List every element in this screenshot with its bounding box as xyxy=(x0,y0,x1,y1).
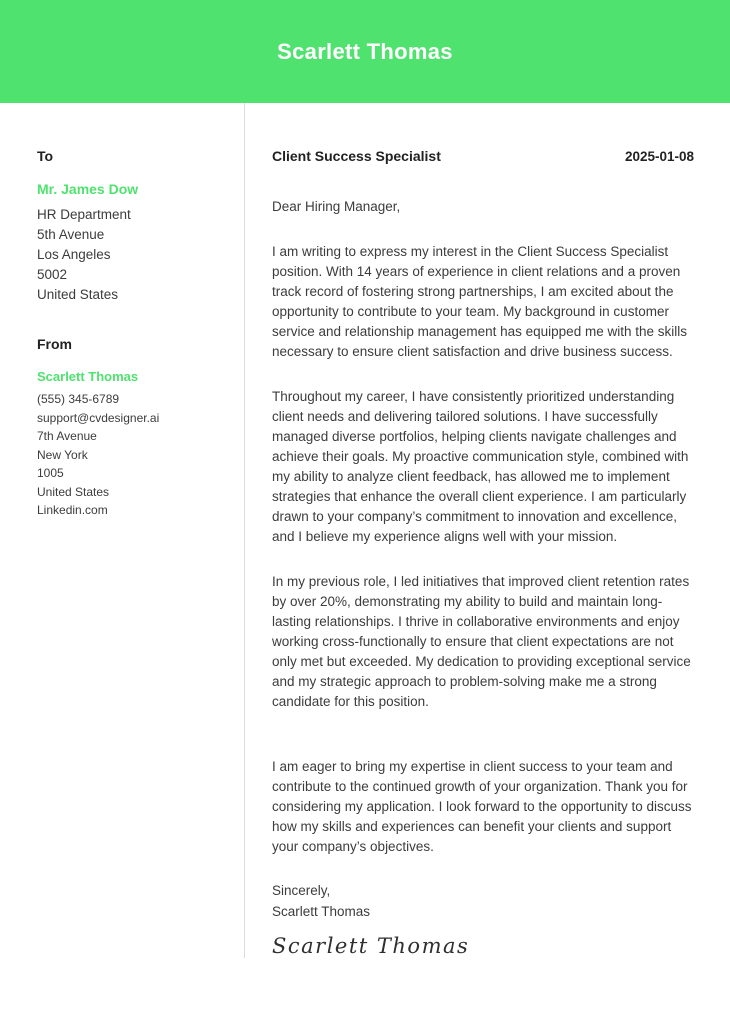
content-columns xyxy=(0,103,730,958)
sender-linkedin: Linkedin.com xyxy=(37,503,108,517)
recipient-department: HR Department xyxy=(37,207,131,222)
handwritten-signature: Scarlett Thomas xyxy=(272,934,470,958)
letter-paragraph-3: In my previous role, I led initiatives that improved client retention rates by over 20%, demonstrating my ability to build and maintain long-lasting relationships. I thrive in collaborative environments and enjoy working cross-functionally to ensure that client expectations are not only met but exceeded. My dedication to providing exceptional service and my strategic approach to problem-solving make me a strong candidate for this position. xyxy=(272,574,691,709)
letter-header-row xyxy=(272,148,694,164)
recipient-city: Los Angeles xyxy=(37,247,111,262)
sender-block xyxy=(37,336,226,520)
sender-zip: 1005 xyxy=(37,466,64,480)
recipient-block xyxy=(37,148,226,305)
contact-sidebar xyxy=(0,103,245,958)
recipient-zip: 5002 xyxy=(37,267,68,282)
sender-email: support@cvdesigner.ai xyxy=(37,410,160,425)
sender-phone: (555) 345-6789 xyxy=(37,392,120,406)
letter-paragraph-1: I am writing to express my interest in the Client Success Specialist position. With 14 years of experience in client relations and a proven track record of fostering strong partnerships, I am excited about the opportunity to contribute to your team. My background in customer service and relationship management has equipped me with the skills necessary to ensure client satisfaction and drive business success. xyxy=(272,244,687,359)
header-name: Scarlett Thomas xyxy=(277,38,453,64)
salutation: Dear Hiring Manager, xyxy=(272,199,401,214)
recipient-street: 5th Avenue xyxy=(37,227,105,242)
header-banner xyxy=(0,0,730,103)
letter-body xyxy=(245,103,730,958)
recipient-country: United States xyxy=(37,287,119,302)
recipient-name: Mr. James Dow xyxy=(37,181,139,197)
sender-city: New York xyxy=(37,447,88,462)
sender-name: Scarlett Thomas xyxy=(37,369,139,384)
sender-country: United States xyxy=(37,484,110,499)
to-heading: To xyxy=(37,148,54,164)
signed-name: Scarlett Thomas xyxy=(272,904,371,919)
letter-paragraph-4: I am eager to bring my expertise in client success to your team and contribute to the continued growth of your organization. Thank you for considering my application. I look forward to the opportunity to discuss how my skills and experiences can benefit your clients and support your company’s objectives. xyxy=(272,759,692,854)
closing-word: Sincerely, xyxy=(272,883,331,898)
letter-paragraph-2: Throughout my career, I have consistently prioritized understanding client needs and delivering tailored solutions. I have successfully managed diverse portfolios, helping clients navigate challenges and achieve their goals. My proactive communication style, combined with my ability to analyze client feedback, has allowed me to implement strategies that enhance the overall client experience. I am particularly drawn to your company’s commitment to innovation and excellence, and I believe my experience aligns well with your mission. xyxy=(272,389,689,544)
job-title: Client Success Specialist xyxy=(272,148,441,164)
sender-street: 7th Avenue xyxy=(37,429,97,443)
from-heading: From xyxy=(37,336,72,352)
letter-date: 2025-01-08 xyxy=(624,149,694,164)
